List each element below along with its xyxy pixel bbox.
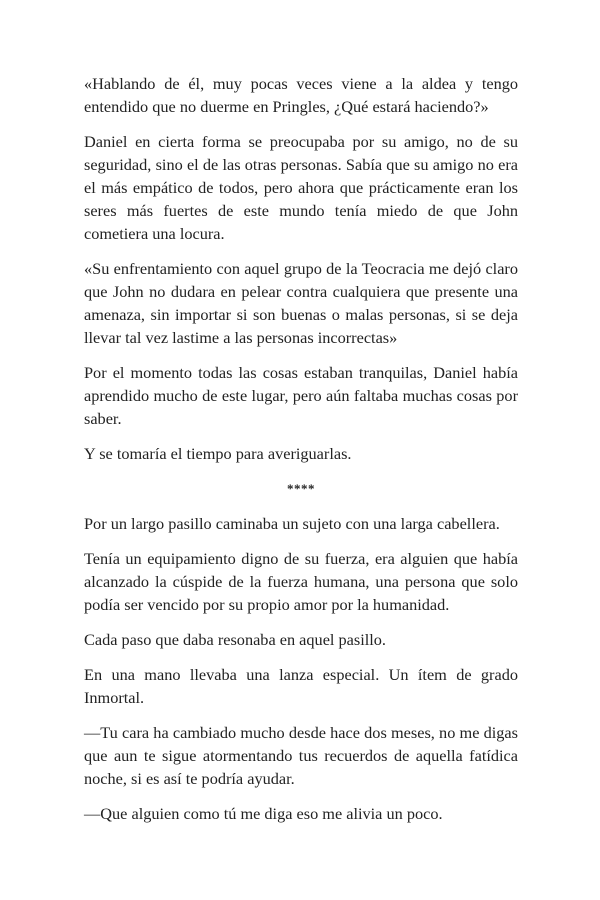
paragraph: «Hablando de él, muy pocas veces viene a la aldea y tengo entendido que no duerme en Pringles, ¿Qué estará haciendo?» bbox=[84, 74, 518, 116]
paragraph: Cada paso que daba resonaba en aquel pasillo. bbox=[84, 630, 386, 649]
paragraph: Tenía un equipamiento digno de su fuerza, era alguien que había alcanzado la cúspide de la fuerza humana, una persona que solo podía ser vencido por su propio amor por la humanidad. bbox=[84, 549, 518, 614]
paragraph: Por un largo pasillo caminaba un sujeto con una larga cabellera. bbox=[84, 514, 500, 533]
paragraph: Por el momento todas las cosas estaban tranquilas, Daniel había aprendido mucho de este lugar, pero aún faltaba muchas cosas por saber. bbox=[84, 363, 518, 428]
paragraph: «Su enfrentamiento con aquel grupo de la Teocracia me dejó claro que John no dudara en pelear contra cualquiera que presente una amenaza, sin importar si son buenas o malas personas, si se deja llevar tal vez lastime a las personas incorrectas» bbox=[84, 259, 518, 347]
paragraph: Daniel en cierta forma se preocupaba por su amigo, no de su seguridad, sino el de las otras personas. Sabía que su amigo no era el más empático de todos, pero ahora que prácticamente eran los seres más fuertes de este mundo tenía miedo de que John cometiera una locura. bbox=[84, 132, 518, 243]
paragraph: —Tu cara ha cambiado mucho desde hace dos meses, no me digas que aun te sigue atormentando tus recuerdos de aquella fatídica noche, si es así te podría ayudar. bbox=[84, 723, 518, 788]
scene-separator: **** bbox=[287, 481, 315, 496]
paragraph: Y se tomaría el tiempo para averiguarlas. bbox=[84, 444, 352, 463]
book-page bbox=[84, 72, 518, 837]
paragraph: En una mano llevaba una lanza especial. Un ítem de grado Inmortal. bbox=[84, 665, 518, 707]
paragraph: —Que alguien como tú me diga eso me alivia un poco. bbox=[84, 804, 443, 823]
